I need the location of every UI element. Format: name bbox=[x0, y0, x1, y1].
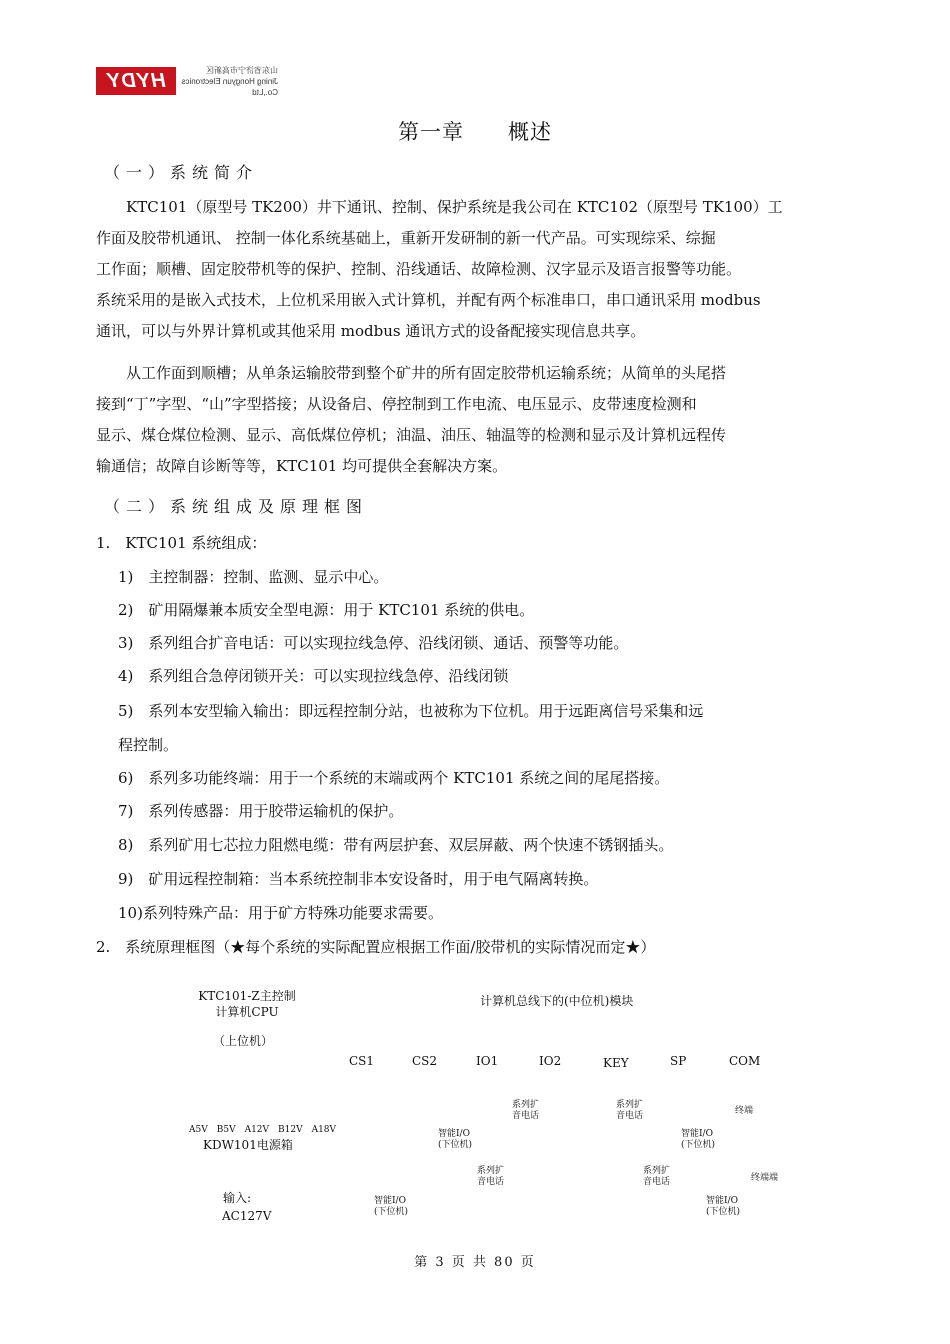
list-item: 8) 系列矿用七芯拉力阻燃电缆：带有两层护套、双层屏蔽、两个快速不锈钢插头。 bbox=[118, 836, 674, 854]
input-value: AC127V bbox=[222, 1209, 272, 1223]
upper-computer-label: （上位机） bbox=[213, 1034, 274, 1048]
para2-line: 显示、煤仓煤位检测、显示、高低煤位停机；油温、油压、轴温等的检测和显示及计算机远程传 bbox=[96, 426, 727, 444]
company-logo bbox=[96, 66, 278, 96]
smart-io-line: 智能I/O bbox=[681, 1129, 713, 1139]
paragraph-2 bbox=[96, 358, 862, 482]
logo-mark: HYDY bbox=[96, 67, 176, 95]
list-item: 6) 系列多功能终端：用于一个系统的末端或两个 KTC101 系统之间的尾尾搭接。 bbox=[118, 769, 670, 787]
paragraph-1 bbox=[96, 192, 862, 347]
phone-label bbox=[512, 1100, 539, 1122]
para1-line: 通讯，可以与外界计算机或其他采用 modbus 通讯方式的设备配接实现信息共享。 bbox=[96, 322, 646, 340]
para1-line: KTC101（原型号 TK200）井下通讯、控制、保护系统是我公司在 KTC102（原型号 TK100）工 bbox=[96, 198, 783, 216]
module-cs2: CS2 bbox=[412, 1054, 438, 1068]
para1-line: 系统采用的是嵌入式技术，上位机采用嵌入式计算机，并配有两个标准串口，串口通讯采用 modbus bbox=[96, 291, 761, 309]
list-item: 5) 系列本安型输入输出：即远程控制分站，也被称为下位机。用于远距离信号采集和远 bbox=[118, 702, 704, 720]
terminal-label: 终端 bbox=[735, 1106, 754, 1116]
subsection-1-title: 1. KTC101 系统组成： bbox=[96, 534, 267, 552]
subsection-2-title: 2. 系统原理框图（★每个系统的实际配置应根据工作面/胶带机的实际情况而定★） bbox=[96, 938, 656, 956]
logo-text bbox=[180, 65, 278, 97]
section-2-title: （二）系统组成及原理框图 bbox=[104, 497, 369, 516]
para2-line: 从工作面到顺槽；从单条运输胶带到整个矿井的所有固定胶带机运输系统；从简单的头尾搭 bbox=[96, 364, 727, 382]
module-io2: IO2 bbox=[539, 1054, 562, 1068]
list-item: 10)系列特殊产品：用于矿方特殊功能要求需要。 bbox=[118, 904, 443, 922]
para2-line: 输通信；故障自诊断等等，KTC101 均可提供全套解决方案。 bbox=[96, 457, 508, 475]
para1-line: 作面及胶带机通讯、 控制一体化系统基础上，重新开发研制的新一代产品。可实现综采、综掘 bbox=[96, 229, 716, 247]
module-key: KEY bbox=[603, 1056, 629, 1070]
phone-label-line: 音电话 bbox=[512, 1111, 540, 1121]
smart-io-line: (下位机) bbox=[681, 1140, 716, 1150]
phone-label-line: 音电话 bbox=[643, 1177, 671, 1187]
phone-label bbox=[643, 1166, 670, 1188]
list-item: 程控制。 bbox=[118, 736, 179, 754]
smart-io-label bbox=[374, 1196, 408, 1218]
smart-io-line: 智能I/O bbox=[374, 1196, 406, 1206]
input-label: 输入: bbox=[223, 1191, 252, 1205]
module-io1: IO1 bbox=[476, 1054, 499, 1068]
phone-label-line: 系列扩 bbox=[512, 1100, 540, 1110]
bus-modules-title: 计算机总线下的(中位机)模块 bbox=[480, 994, 634, 1008]
smart-io-label bbox=[706, 1196, 740, 1218]
smart-io-label bbox=[681, 1129, 715, 1151]
power-box-label: KDW101电源箱 bbox=[203, 1138, 293, 1152]
para2-line: 接到“丁”字型、“山”字型搭接；从设备启、停控制到工作电流、电压显示、皮带速度检测和 bbox=[96, 395, 697, 413]
phone-label-line: 系列扩 bbox=[643, 1166, 671, 1176]
para1-line: 工作面；顺槽、固定胶带机等的保护、控制、沿线通话、故障检测、汉字显示及语言报警等功能。 bbox=[96, 260, 742, 278]
list-item: 7) 系列传感器：用于胶带运输机的保护。 bbox=[118, 802, 404, 820]
phone-label-line: 系列扩 bbox=[477, 1166, 505, 1176]
cpu-label-line: KTC101-Z主控制 bbox=[198, 989, 296, 1003]
cpu-label-line: 计算机CPU bbox=[215, 1005, 279, 1019]
voltage-labels: A5V B5V A12V B12V A18V bbox=[189, 1125, 337, 1135]
list-item: 4) 系列组合急停闭锁开关：可以实现拉线急停、沿线闭锁 bbox=[118, 667, 509, 685]
list-item: 3) 系列组合扩音电话：可以实现拉线急停、沿线闭锁、通话、预警等功能。 bbox=[118, 634, 629, 652]
smart-io-line: (下位机) bbox=[706, 1207, 741, 1217]
phone-label bbox=[616, 1100, 643, 1122]
list-item: 2) 矿用隔爆兼本质安全型电源：用于 KTC101 系统的供电。 bbox=[118, 601, 535, 619]
module-com: COM bbox=[729, 1054, 761, 1068]
page-footer: 第 3 页 共 80 页 bbox=[414, 1255, 536, 1270]
smart-io-line: (下位机) bbox=[374, 1207, 409, 1217]
phone-label-line: 音电话 bbox=[477, 1177, 505, 1187]
cpu-label bbox=[188, 988, 306, 1020]
module-cs1: CS1 bbox=[349, 1054, 375, 1068]
logo-line-1: 山东省济宁市高新区 bbox=[206, 65, 278, 75]
module-sp: SP bbox=[670, 1054, 687, 1068]
phone-label bbox=[477, 1166, 504, 1188]
smart-io-line: (下位机) bbox=[438, 1140, 473, 1150]
smart-io-line: 智能I/O bbox=[438, 1129, 470, 1139]
phone-label-line: 音电话 bbox=[616, 1111, 644, 1121]
smart-io-line: 智能I/O bbox=[706, 1196, 738, 1206]
logo-line-2: Jining Hongyun Electronics Co.,Ltd bbox=[181, 76, 278, 97]
list-item: 9) 矿用远程控制箱：当本系统控制非本安设备时，用于电气隔离转换。 bbox=[118, 870, 599, 888]
smart-io-label bbox=[438, 1129, 472, 1151]
phone-label-line: 系列扩 bbox=[616, 1100, 644, 1110]
terminal-label: 终端端 bbox=[751, 1173, 779, 1183]
chapter-title: 第一章 概述 bbox=[398, 120, 552, 144]
list-item: 1) 主控制器：控制、监测、显示中心。 bbox=[118, 568, 389, 586]
section-1-title: （一）系统简介 bbox=[104, 163, 259, 182]
